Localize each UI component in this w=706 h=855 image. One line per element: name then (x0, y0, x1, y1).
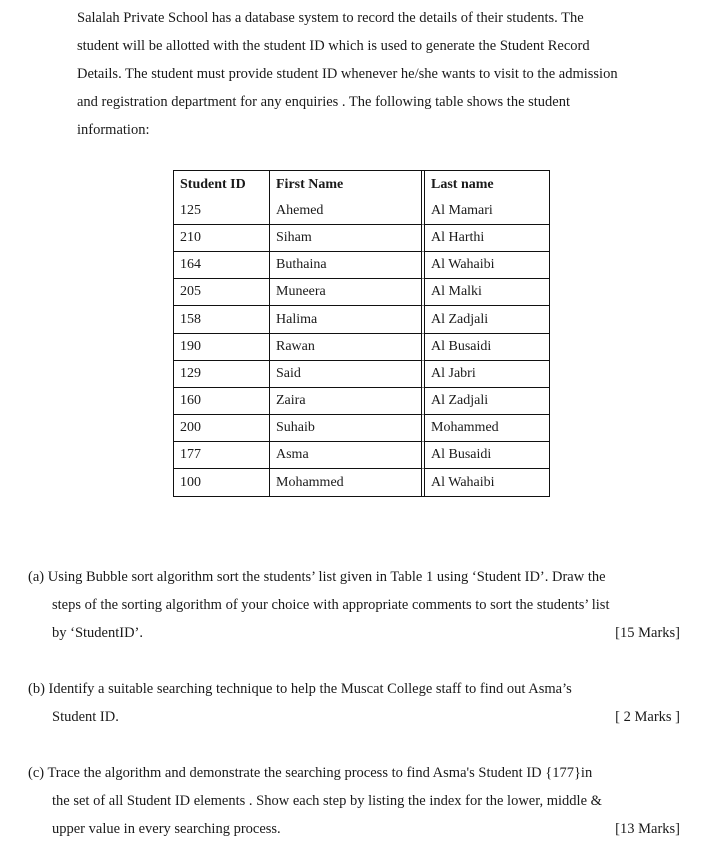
cell-first-name: Ahemed (270, 198, 425, 225)
cell-first-name: Mohammed (270, 469, 425, 496)
cell-student-id: 129 (174, 361, 270, 388)
intro-line: student will be allotted with the student ID which is used to generate the Student Record (77, 38, 590, 54)
question-b-line: Student ID. (52, 709, 119, 725)
cell-first-name: Suhaib (270, 415, 425, 442)
question-b-marks: [ 2 Marks ] (615, 709, 680, 725)
intro-line: and registration department for any enquiries . The following table shows the student (77, 94, 571, 110)
table-row (174, 252, 549, 279)
cell-student-id: 158 (174, 306, 270, 333)
cell-student-id: 177 (174, 442, 270, 469)
table-row (174, 469, 549, 496)
cell-student-id: 205 (174, 279, 270, 306)
cell-last-name: Al Zadjali (425, 306, 549, 333)
cell-last-name: Al Harthi (425, 225, 549, 252)
table-header-row (174, 171, 549, 198)
table-row (174, 442, 549, 469)
cell-last-name: Al Mamari (425, 198, 549, 225)
table-row (174, 361, 549, 388)
cell-first-name: Siham (270, 225, 425, 252)
table-row (174, 225, 549, 252)
cell-first-name: Buthaina (270, 252, 425, 279)
cell-last-name: Al Jabri (425, 361, 549, 388)
cell-student-id: 200 (174, 415, 270, 442)
intro-paragraph (77, 4, 687, 144)
cell-first-name: Said (270, 361, 425, 388)
table-row (174, 306, 549, 333)
question-a-line: by ‘StudentID’. (52, 625, 144, 641)
question-b-line: (b) Identify a suitable searching technique to help the Muscat College staff to find out Asma’s (28, 681, 572, 697)
cell-first-name: Rawan (270, 334, 425, 361)
question-b (28, 675, 680, 731)
header-last-name: Last name (431, 176, 494, 192)
question-c-marks: [13 Marks] (615, 821, 680, 837)
table-row (174, 198, 549, 225)
question-a-marks: [15 Marks] (615, 625, 680, 641)
question-c (28, 759, 680, 843)
header-first-name: First Name (270, 171, 425, 198)
cell-student-id: 210 (174, 225, 270, 252)
intro-line: information: (77, 122, 150, 138)
question-b-last-line (28, 703, 680, 731)
table-row (174, 279, 549, 306)
cell-student-id: 125 (174, 198, 270, 225)
cell-last-name: Al Zadjali (425, 388, 549, 415)
intro-line: Details. The student must provide student ID whenever he/she wants to visit to the admission (77, 66, 618, 82)
table-row (174, 388, 549, 415)
cell-last-name: Al Wahaibi (431, 474, 495, 490)
intro-line: Salalah Private School has a database system to record the details of their students. The (77, 10, 584, 26)
cell-last-name: Mohammed (425, 415, 549, 442)
cell-first-name: Asma (270, 442, 425, 469)
cell-first-name: Muneera (270, 279, 425, 306)
cell-student-id: 190 (174, 334, 270, 361)
cell-last-name: Al Busaidi (425, 442, 549, 469)
question-a-line: steps of the sorting algorithm of your choice with appropriate comments to sort the students’ list (52, 597, 610, 613)
cell-last-name: Al Malki (425, 279, 549, 306)
cell-student-id: 100 (174, 469, 270, 496)
cell-last-name: Al Busaidi (425, 334, 549, 361)
question-c-line: upper value in every searching process. (52, 821, 281, 837)
question-a-line: (a) Using Bubble sort algorithm sort the students’ list given in Table 1 using ‘Student ID’. Draw the (28, 569, 606, 585)
cell-first-name: Zaira (270, 388, 425, 415)
cell-last-name: Al Wahaibi (425, 252, 549, 279)
question-a-last-line (28, 619, 680, 647)
header-student-id: Student ID (174, 171, 270, 198)
student-table (173, 170, 550, 497)
cell-student-id: 164 (174, 252, 270, 279)
question-c-line: the set of all Student ID elements . Show each step by listing the index for the lower, middle & (52, 793, 602, 809)
table-row (174, 334, 549, 361)
question-c-line: (c) Trace the algorithm and demonstrate the searching process to find Asma's Student ID {177}in (28, 765, 593, 781)
table-row (174, 415, 549, 442)
question-c-last-line (28, 815, 680, 843)
question-a (28, 563, 680, 647)
cell-student-id: 160 (174, 388, 270, 415)
cell-first-name: Halima (270, 306, 425, 333)
